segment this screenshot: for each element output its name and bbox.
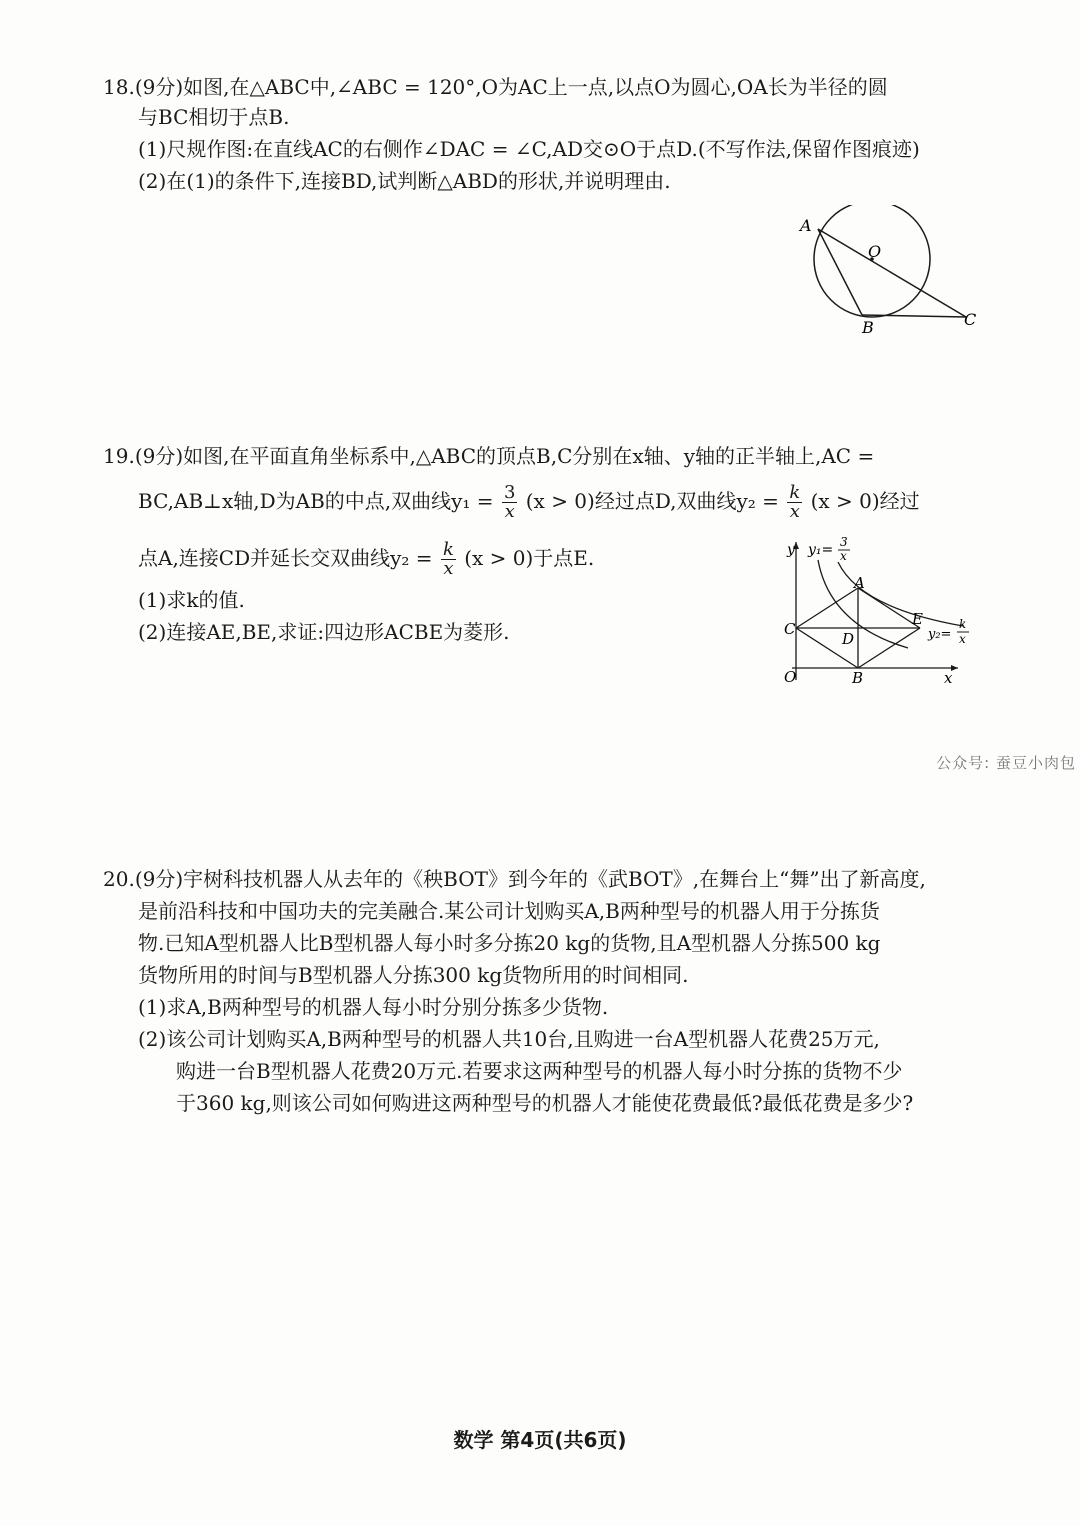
label-y1-den: x [840,549,847,563]
label-y2-den: x [959,632,966,646]
question-text: 货物所用的时间与B型机器人分拣300 kg货物所用的时间相同. [138,963,689,987]
label-y2: y₂= [928,627,952,642]
label-y1-num: 3 [840,535,848,549]
question-text: 物.已知A型机器人比B型机器人每小时多分拣20 kg的货物,且A型机器人分拣500 kg [138,931,881,955]
sub-question-2: (2)在(1)的条件下,连接BD,试判断△ABD的形状,并说明理由. [138,169,671,193]
label-y-axis: y [787,542,795,558]
label-a: A [854,574,865,592]
segment-be [858,628,920,668]
question-text: 与BC相切于点B. [138,105,290,129]
sub-question-2: (2)该公司计划购买A,B两种型号的机器人共10台,且购进一台A型机器人花费25万元, [138,1027,880,1051]
label-e: E [912,610,923,628]
segment-ae [858,588,920,628]
fraction: $\frac{3}{x}$ [503,482,516,522]
sub-question-1: (1)求k的值. [138,588,245,612]
segment-ca [796,588,858,628]
question-number: 19. [103,444,135,468]
question-number: 18. [103,75,135,99]
question-text: (9分)如图,在平面直角坐标系中,△ABC的顶点B,C分别在x轴、y轴的正半轴上,AC = [134,444,875,468]
label-a: A [800,216,812,235]
question-text: 是前沿科技和中国功夫的完美融合.某公司计划购买A,B两种型号的机器人用于分拣货 [138,899,880,923]
label-c: C [784,620,796,638]
question-text: BC,AB⊥x轴,D为AB的中点,双曲线y₁ = [138,489,494,513]
label-origin: O [784,668,797,686]
sub-question-1: (1)求A,B两种型号的机器人每小时分别分拣多少货物. [138,995,609,1019]
question-text: (9分)如图,在△ABC中,∠ABC = 120°,O为AC上一点,以点O为圆心,OA长为半径的圆 [134,75,888,99]
label-d: D [842,630,855,648]
question-text: (9分)宇树科技机器人从去年的《秧BOT》到今年的《武BOT》,在舞台上“舞”出了新高度, [134,867,926,891]
fraction: $\frac{k}{x}$ [442,539,454,579]
question-text: (x > 0)经过点D,双曲线y₂ = [525,489,779,513]
label-b: B [862,318,874,337]
hyperbola-y2 [838,562,963,626]
sub-question-2: (2)连接AE,BE,求证:四边形ACBE为菱形. [138,620,510,644]
page-footer: 数学 第4页(共6页) [453,1428,627,1452]
label-y1: y₁= [808,542,834,558]
watermark: 公众号: 蚕豆小肉包 [936,754,1076,772]
label-y2-num: k [959,617,967,631]
label-x-axis: x [944,669,953,687]
sub-question-2-cont: 于360 kg,则该公司如何购进这两种型号的机器人才能使花费最低?最低花费是多少? [176,1091,914,1115]
fraction: $\frac{k}{x}$ [789,482,801,522]
question-number: 20. [103,867,135,891]
question-text: (x > 0)经过 [810,489,920,513]
label-o: O [868,242,882,261]
question-text: (x > 0)于点E. [464,546,595,570]
sub-question-2-cont: 购进一台B型机器人花费20万元.若要求这两种型号的机器人每小时分拣的货物不少 [176,1059,903,1083]
label-b: B [852,669,864,687]
circle-figure [790,205,990,345]
question-text: 点A,连接CD并延长交双曲线y₂ = [138,546,433,570]
label-c: C [964,310,977,329]
sub-question-1: (1)尺规作图:在直线AC的右侧作∠DAC = ∠C,AD交⊙O于点D.(不写作法,保留作图痕迹) [138,137,920,161]
hyperbola-figure [778,530,978,690]
